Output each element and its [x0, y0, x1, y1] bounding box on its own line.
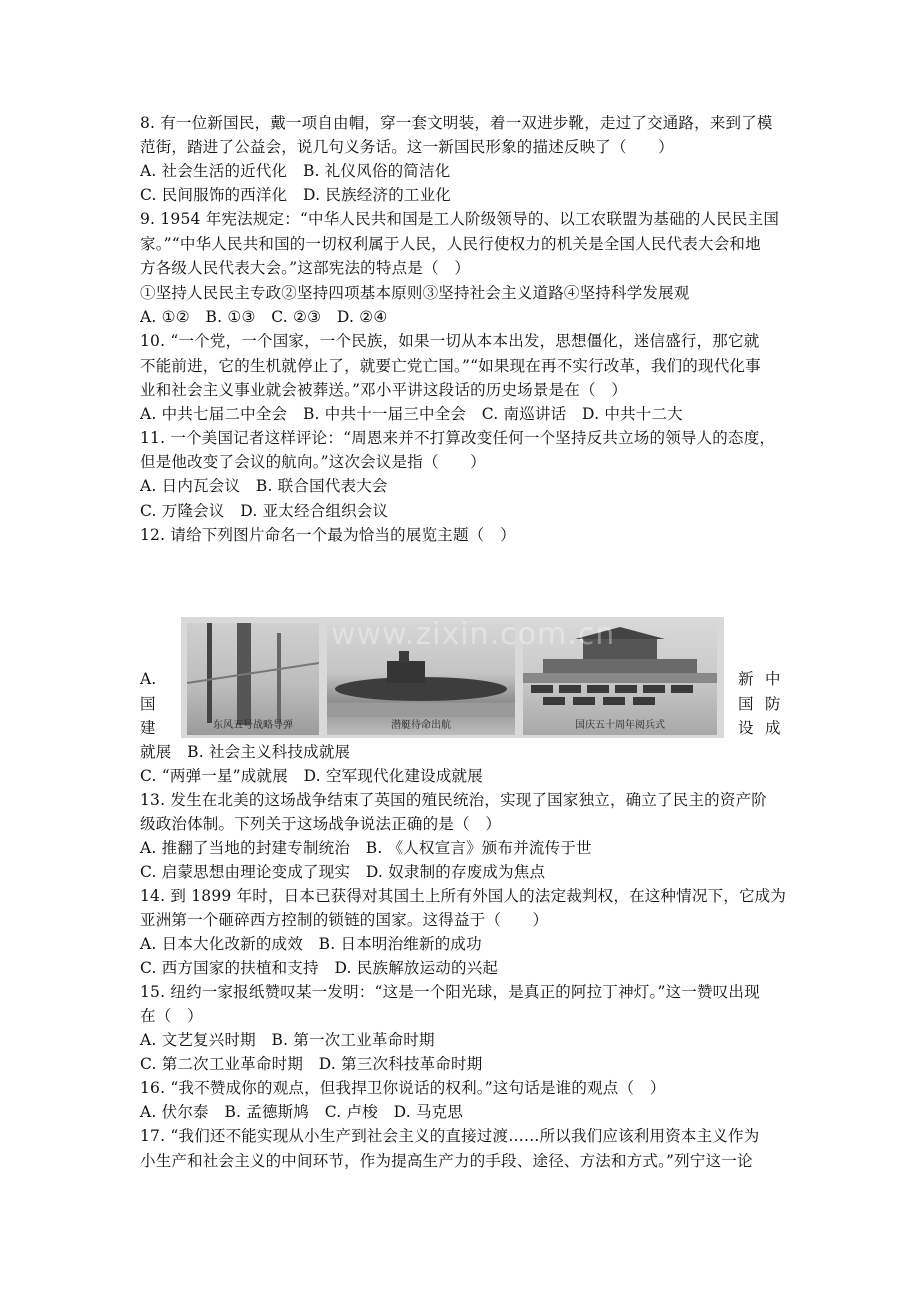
q12-options-ab: 就展 B. 社会主义科技成就展 — [140, 743, 351, 761]
caption-missile: 东风五号战略导弹 — [213, 720, 293, 731]
q13-options-ab: A. 推翻了当地的封建专制统治 B. 《人权宣言》颁布并流传于世 — [140, 839, 592, 857]
q10-stem-line2: 不能前进，它的生机就停止了，就要亡党亡国。”“如果现在再不实行改革，我们的现代化事 — [140, 357, 761, 375]
q12-option-a-label: A. — [140, 670, 157, 688]
q8-options-ab: A. 社会生活的近代化 B. 礼仪风俗的简洁化 — [140, 162, 451, 180]
q12-wrap-right-3a: 设 — [738, 719, 754, 737]
missile-photo — [187, 623, 319, 735]
q12-wrap-char-2: 建 — [140, 719, 156, 737]
q16-options: A. 伏尔泰 B. 孟德斯鸠 C. 卢梭 D. 马克思 — [140, 1103, 464, 1121]
q10-stem-line3: 业和社会主义事业就会被葬送。”邓小平讲这段话的历史场景是在（ ） — [140, 381, 628, 399]
caption-parade: 国庆五十周年阅兵式 — [575, 720, 665, 731]
q15-options-cd: C. 第二次工业革命时期 D. 第三次科技革命时期 — [140, 1055, 483, 1073]
q17-stem-line2: 小生产和社会主义的中间环节，作为提高生产力的手段、途径、方法和方式。”列宁这一论 — [140, 1152, 753, 1170]
q12-wrap-right-2a: 国 — [738, 695, 754, 713]
q9-stem-line1: 9. 1954 年宪法规定：“中华人民共和国是工人阶级领导的、以工农联盟为基础的人民民主国 — [140, 210, 780, 228]
q11-stem-line1: 11. 一个美国记者这样评论：“周恩来并不打算改变任何一个坚持反共立场的领导人的态度， — [140, 429, 776, 447]
q11-options-cd: C. 万隆会议 D. 亚太经合组织会议 — [140, 502, 389, 520]
q13-stem-line1: 13. 发生在北美的这场战争结束了英国的殖民统治，实现了国家独立，确立了民主的资产阶 — [140, 791, 767, 809]
q10-stem-line1: 10. “一个党，一个国家，一个民族，如果一切从本本出发，思想僵化，迷信盛行，那它就 — [140, 332, 760, 350]
q10-options: A. 中共七届二中全会 B. 中共十一届三中全会 C. 南巡讲话 D. 中共十二大 — [140, 405, 683, 423]
q9-stem-line2: 家。”“中华人民共和国的一切权利属于人民，人民行使权力的机关是全国人民代表大会和地 — [140, 235, 761, 253]
q12-wrap-right-1a: 新 — [738, 670, 754, 688]
q11-options-ab: A. 日内瓦会议 B. 联合国代表大会 — [140, 477, 388, 495]
q12-stem: 12. 请给下列图片命名一个最为恰当的展览主题（ ） — [140, 526, 516, 544]
q13-options-cd: C. 启蒙思想由理论变成了现实 D. 奴隶制的存废成为焦点 — [140, 863, 546, 881]
q12-wrap-char-1: 国 — [140, 695, 156, 713]
q11-stem-line2: 但是他改变了会议的航向。”这次会议是指（ ） — [140, 453, 486, 471]
q15-options-ab: A. 文艺复兴时期 B. 第一次工业革命时期 — [140, 1031, 435, 1049]
caption-submarine: 潜艇待命出航 — [391, 720, 451, 731]
q17-stem-line1: 17. “我们还不能实现从小生产到社会主义的直接过渡……所以我们应该利用资本主义作为 — [140, 1127, 760, 1145]
watermark: www.zixin.com.cn — [331, 617, 616, 652]
q15-stem-line1: 15. 纽约一家报纸赞叹某一发明：“这是一个阳光球，是真正的阿拉丁神灯。”这一赞叹出现 — [140, 983, 760, 1001]
q8-stem-line1: 8. 有一位新国民，戴一项自由帽，穿一套文明装，着一双进步靴，走过了交通路，来到了模 — [140, 114, 773, 132]
q14-options-ab: A. 日本大化改新的成效 B. 日本明治维新的成功 — [140, 935, 482, 953]
q9-options: A. ①② B. ①③ C. ②③ D. ②④ — [140, 308, 388, 326]
q9-stem-line3: 方各级人民代表大会。”这部宪法的特点是（ ） — [140, 259, 471, 277]
q12-wrap-right-1b: 中 — [765, 670, 781, 688]
q8-options-cd: C. 民间服饰的西洋化 D. 民族经济的工业化 — [140, 186, 451, 204]
q12-photo-strip — [181, 617, 724, 738]
q13-stem-line2: 级政治体制。下列关于这场战争说法正确的是（ ） — [140, 815, 502, 833]
q16-stem: 16. “我不赞成你的观点，但我捍卫你说话的权利。”这句话是谁的观点（ ） — [140, 1079, 666, 1097]
q14-stem-line2: 亚洲第一个砸碎西方控制的锁链的国家。这得益于（ ） — [140, 911, 549, 929]
q12-wrap-right-2b: 防 — [765, 695, 781, 713]
q12-wrap-right-3b: 成 — [765, 719, 781, 737]
q9-items: ①坚持人民民主专政②坚持四项基本原则③坚持社会主义道路④坚持科学发展观 — [140, 284, 690, 302]
q14-stem-line1: 14. 到 1899 年时，日本已获得对其国土上所有外国人的法定裁判权，在这种情况下，它成为 — [140, 887, 787, 905]
q15-stem-line2: 在（ ） — [140, 1007, 203, 1025]
q8-stem-line2: 范街，踏进了公益会，说几句义务话。这一新国民形象的描述反映了（ ） — [140, 138, 674, 156]
q14-options-cd: C. 西方国家的扶植和支持 D. 民族解放运动的兴起 — [140, 959, 499, 977]
q12-options-cd: C. “两弹一星”成就展 D. 空军现代化建设成就展 — [140, 767, 483, 785]
